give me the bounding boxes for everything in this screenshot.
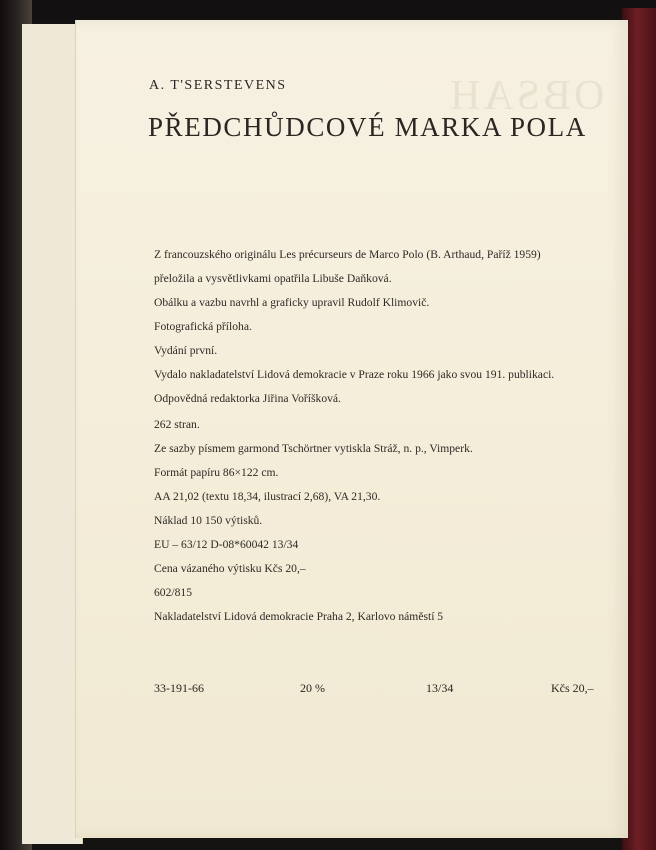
imprint-line-translator: přeložila a vysvětlivkami opatřila Libuše Daňková. (154, 272, 392, 285)
footer-code: 33-191-66 (154, 681, 204, 695)
bleed-through-text: OBSAH (446, 73, 604, 119)
top-shadow (0, 0, 656, 22)
imprint-line-edition: Vydání první. (154, 344, 218, 357)
imprint-line-number: 602/815 (154, 586, 193, 599)
imprint-line-print-run: Náklad 10 150 výtisků. (154, 514, 263, 527)
footer-percent: 20 % (300, 681, 325, 695)
previous-page-edge (22, 24, 83, 844)
imprint-line-photo-supplement: Fotografická příloha. (154, 320, 252, 333)
footer-group: 13/34 (426, 681, 454, 695)
imprint-line-printer: Ze sazby písmem garmond Tschörtner vytiskla Stráž, n. p., Vimperk. (154, 442, 473, 455)
footer-price: Kčs 20,– (551, 681, 594, 695)
book-title: PŘEDCHŮDCOVÉ MARKA POLA (148, 112, 587, 142)
imprint-line-catalog-code: EU – 63/12 D-08*60042 13/34 (154, 538, 299, 551)
imprint-line-original: Z francouzského originálu Les précurseurs de Marco Polo (B. Arthaud, Paříž 1959) (154, 248, 541, 261)
imprint-line-publisher-address: Nakladatelství Lidová demokracie Praha 2, Karlovo náměstí 5 (154, 610, 444, 623)
author-name: A. T'SERSTEVENS (149, 78, 287, 93)
imprint-line-sheets: AA 21,02 (textu 18,34, ilustrací 2,68), VA 21,30. (154, 490, 381, 503)
imprint-page (76, 20, 628, 838)
imprint-line-pages: 262 stran. (154, 418, 200, 431)
imprint-line-editor: Odpovědná redaktorka Jiřina Voříšková. (154, 392, 341, 405)
imprint-line-paper-format: Formát papíru 86×122 cm. (154, 466, 279, 479)
imprint-list (76, 20, 628, 838)
imprint-line-price: Cena vázaného výtisku Kčs 20,– (154, 562, 306, 575)
imprint-line-cover-design: Obálku a vazbu navrhl a graficky upravil Rudolf Klimovič. (154, 296, 430, 309)
imprint-line-publisher: Vydalo nakladatelství Lidová demokracie v Praze roku 1966 jako svou 191. publikaci. (154, 368, 555, 381)
